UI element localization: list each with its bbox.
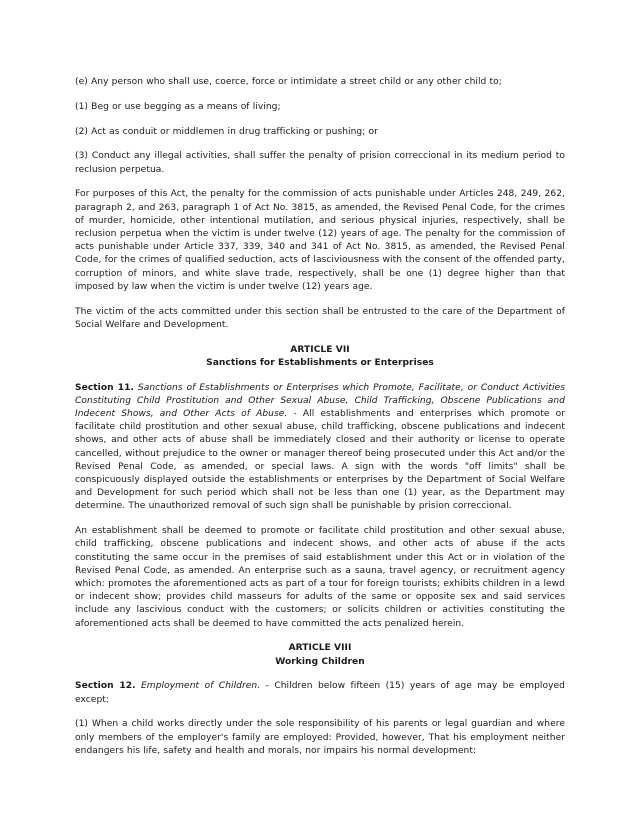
section-11-body: - All establishments and enterprises which promote or facilitate child prostitution and other sexual abuse, child trafficking, obscene publications and indecent shows, and other acts of abuse shall be immediately closed and their authority or license to operate cancelled, without prejudice to the owner or manager thereof being prosecuted under this Act and/or the Revised Penal Code, as amended, or special laws. A sign with the words "off limits" shall be conspicuously displayed outside the establishments or enterprises by the Department of Social Welfare and Development for such period which shall not be less than one (1) year, as the Department may determine. The unauthorized removal of such sign shall be punishable by prision correccional. — [75, 409, 565, 512]
section-12-paragraph — [75, 680, 565, 706]
section-11-label: Section 11. — [75, 382, 135, 393]
document-page — [75, 76, 565, 770]
article-8-title: Working Children — [275, 656, 365, 667]
paragraph-e-any-person: (e) Any person who shall use, coerce, force or intimidate a street child or any other child to; — [75, 77, 502, 87]
section-12-body: - Children below fifteen (15) years of age may be employed except: — [75, 681, 565, 705]
section-11-paragraph — [75, 382, 565, 514]
section-12-label: Section 12. — [75, 681, 136, 692]
section-12-paragraph-2: (1) When a child works directly under the sole responsibility of his parents or legal guardian and where only members of the employer's family are employed: Provided, however, That his employment neither endangers his life, safety and health and morals, nor impairs his normal development: — [75, 719, 565, 756]
article-7-heading — [75, 344, 565, 370]
paragraph-2-conduit: (2) Act as conduit or middlemen in drug trafficking or pushing; or — [75, 126, 378, 137]
paragraph-penalty-purposes: For purposes of this Act, the penalty for the commission of acts punishable under Articles 248, 249, 262, paragraph 2, and 263, paragraph 1 of Act No. 3815, as amended, the Revised Penal Code, for the crimes of murder, homicide, other intentional mutilation, and serious physical injuries, respectively, shall be reclusion perpetua when the victim is under twelve (12) years of age. The penalty for the commission of acts punishable under Article 337, 339, 340 and 341 of Act No. 3815, as amended, the Revised Penal Code, for the crimes of qualified seduction, acts of lasciviousness with the consent of the offended party, corruption of minors, and white slave trade, respectively, shall be one (1) degree higher than that imposed by law when the victim is under twelve (12) years age. — [75, 189, 565, 292]
section-12-heading: Employment of Children. — [141, 681, 261, 692]
article-7-title: Sanctions for Establishments or Enterprises — [206, 357, 434, 368]
paragraph-victim-care: The victim of the acts committed under this section shall be entrusted to the care of the Department of Social Welfare and Development. — [75, 306, 565, 330]
paragraph-3-illegal-activities: (3) Conduct any illegal activities, shall suffer the penalty of prision correccional in its medium period to reclusion perpetua. — [75, 151, 565, 175]
article-8-heading — [75, 642, 565, 668]
paragraph-1-beg: (1) Beg or use begging as a means of living; — [75, 101, 281, 112]
section-11-heading: Sanctions of Establishments or Enterprises which Promote, Facilitate, or Conduct Activities Constituting Child Prostitution and Other Sexual Abuse, Child Trafficking, Obscene Publications and Indecent Shows, and Other Acts of Abuse. — [75, 382, 565, 420]
article-7-number: ARTICLE VII — [290, 344, 350, 355]
article-8-number: ARTICLE VIII — [288, 643, 352, 654]
section-11-paragraph-2: An establishment shall be deemed to promote or facilitate child prostitution and other sexual abuse, child trafficking, obscene publications and indecent shows, and other acts of abuse if the acts constituting the same occur in the premises of said establishment under this Act or in violation of the Revised Penal Code, as amended. An enterprise such as a sauna, travel agency, or recruitment agency which: promotes the aforementioned acts as part of a tour for foreign tourists; exhibits children in a lewd or indecent show; provides child masseurs for adults of the same or opposite sex and said services include any lascivious conduct with the customers; or solicits children or activities constituting the aforementioned acts shall be deemed to have committed the acts penalized herein. — [75, 526, 565, 629]
